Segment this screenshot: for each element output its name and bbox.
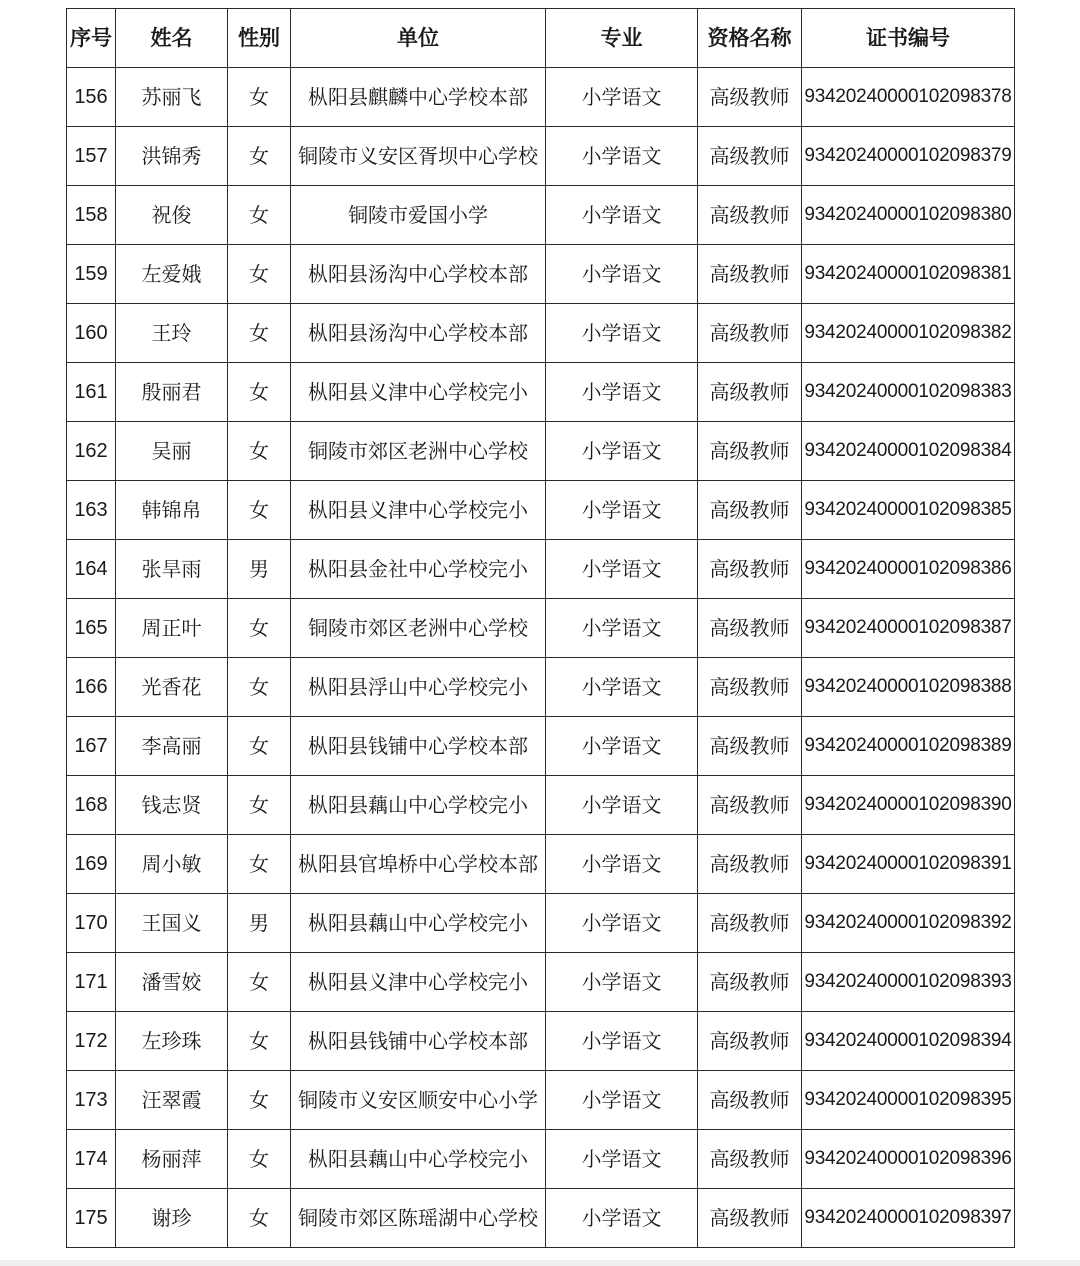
cell-gender: 女 (228, 127, 291, 186)
cell-qualification: 高级教师 (698, 658, 802, 717)
cell-major: 小学语文 (546, 304, 698, 363)
cell-unit: 铜陵市爱国小学 (291, 186, 546, 245)
cell-seq: 175 (67, 1189, 116, 1248)
cell-unit: 枞阳县藕山中心学校完小 (291, 776, 546, 835)
table-row (67, 304, 1015, 363)
cell-qualification: 高级教师 (698, 481, 802, 540)
cell-major: 小学语文 (546, 540, 698, 599)
cell-seq: 160 (67, 304, 116, 363)
cell-qualification: 高级教师 (698, 422, 802, 481)
cell-seq: 169 (67, 835, 116, 894)
cell-cert-number: 93420240000102098387 (802, 599, 1015, 658)
cell-cert-number: 93420240000102098380 (802, 186, 1015, 245)
cell-name: 光香花 (116, 658, 228, 717)
table-row (67, 599, 1015, 658)
cell-name: 谢珍 (116, 1189, 228, 1248)
table-row (67, 717, 1015, 776)
table-row (67, 127, 1015, 186)
cell-cert-number: 93420240000102098386 (802, 540, 1015, 599)
cell-cert-number: 93420240000102098381 (802, 245, 1015, 304)
table-row (67, 68, 1015, 127)
cell-major: 小学语文 (546, 1189, 698, 1248)
cell-name: 王国义 (116, 894, 228, 953)
cell-name: 钱志贤 (116, 776, 228, 835)
cell-gender: 男 (228, 894, 291, 953)
cell-unit: 铜陵市郊区老洲中心学校 (291, 599, 546, 658)
cell-name: 左爱娥 (116, 245, 228, 304)
cell-cert-number: 93420240000102098395 (802, 1071, 1015, 1130)
cell-qualification: 高级教师 (698, 1071, 802, 1130)
cell-seq: 156 (67, 68, 116, 127)
cell-major: 小学语文 (546, 835, 698, 894)
header-major: 专业 (546, 9, 698, 68)
cell-name: 张旱雨 (116, 540, 228, 599)
cell-qualification: 高级教师 (698, 68, 802, 127)
cell-major: 小学语文 (546, 1130, 698, 1189)
table-row (67, 245, 1015, 304)
cell-name: 周小敏 (116, 835, 228, 894)
cell-seq: 161 (67, 363, 116, 422)
page-bottom-edge (0, 1260, 1080, 1266)
cell-cert-number: 93420240000102098394 (802, 1012, 1015, 1071)
cell-gender: 女 (228, 1130, 291, 1189)
cell-cert-number: 93420240000102098388 (802, 658, 1015, 717)
cell-unit: 枞阳县汤沟中心学校本部 (291, 245, 546, 304)
table-row (67, 1012, 1015, 1071)
table-row (67, 540, 1015, 599)
cell-name: 吴丽 (116, 422, 228, 481)
cell-qualification: 高级教师 (698, 717, 802, 776)
cell-major: 小学语文 (546, 658, 698, 717)
cell-cert-number: 93420240000102098382 (802, 304, 1015, 363)
cell-gender: 女 (228, 835, 291, 894)
cell-gender: 女 (228, 1012, 291, 1071)
cell-qualification: 高级教师 (698, 540, 802, 599)
cell-gender: 女 (228, 422, 291, 481)
cell-gender: 女 (228, 481, 291, 540)
cell-unit: 枞阳县藕山中心学校完小 (291, 894, 546, 953)
cell-qualification: 高级教师 (698, 245, 802, 304)
cell-major: 小学语文 (546, 363, 698, 422)
cell-seq: 162 (67, 422, 116, 481)
cell-gender: 女 (228, 776, 291, 835)
cell-major: 小学语文 (546, 599, 698, 658)
table-row (67, 835, 1015, 894)
cell-seq: 167 (67, 717, 116, 776)
cell-major: 小学语文 (546, 1012, 698, 1071)
table-body (67, 68, 1015, 1248)
cell-seq: 171 (67, 953, 116, 1012)
cell-unit: 枞阳县麒麟中心学校本部 (291, 68, 546, 127)
table-row (67, 658, 1015, 717)
cell-gender: 女 (228, 304, 291, 363)
header-seq: 序号 (67, 9, 116, 68)
cell-unit: 枞阳县金社中心学校完小 (291, 540, 546, 599)
cell-qualification: 高级教师 (698, 363, 802, 422)
cell-seq: 172 (67, 1012, 116, 1071)
cell-unit: 枞阳县汤沟中心学校本部 (291, 304, 546, 363)
cell-cert-number: 93420240000102098391 (802, 835, 1015, 894)
cell-cert-number: 93420240000102098389 (802, 717, 1015, 776)
cell-qualification: 高级教师 (698, 953, 802, 1012)
table-row (67, 953, 1015, 1012)
cell-qualification: 高级教师 (698, 776, 802, 835)
cell-qualification: 高级教师 (698, 1012, 802, 1071)
cell-seq: 170 (67, 894, 116, 953)
header-name: 姓名 (116, 9, 228, 68)
cell-name: 韩锦帛 (116, 481, 228, 540)
cell-unit: 枞阳县浮山中心学校完小 (291, 658, 546, 717)
cell-seq: 164 (67, 540, 116, 599)
cell-unit: 枞阳县义津中心学校完小 (291, 953, 546, 1012)
table-row (67, 1071, 1015, 1130)
cell-qualification: 高级教师 (698, 127, 802, 186)
cell-cert-number: 93420240000102098390 (802, 776, 1015, 835)
table-row (67, 776, 1015, 835)
cell-unit: 铜陵市义安区胥坝中心学校 (291, 127, 546, 186)
cell-cert-number: 93420240000102098396 (802, 1130, 1015, 1189)
cell-seq: 168 (67, 776, 116, 835)
cell-unit: 枞阳县官埠桥中心学校本部 (291, 835, 546, 894)
cell-cert-number: 93420240000102098385 (802, 481, 1015, 540)
table-header-row (67, 9, 1015, 68)
header-qualification: 资格名称 (698, 9, 802, 68)
cell-seq: 173 (67, 1071, 116, 1130)
cell-unit: 枞阳县义津中心学校完小 (291, 363, 546, 422)
table-row (67, 1189, 1015, 1248)
cell-seq: 166 (67, 658, 116, 717)
cell-name: 王玲 (116, 304, 228, 363)
table-row (67, 481, 1015, 540)
cell-seq: 174 (67, 1130, 116, 1189)
table-row (67, 1130, 1015, 1189)
cell-unit: 枞阳县钱铺中心学校本部 (291, 717, 546, 776)
cell-major: 小学语文 (546, 1071, 698, 1130)
cell-major: 小学语文 (546, 953, 698, 1012)
cell-gender: 女 (228, 68, 291, 127)
cell-gender: 女 (228, 953, 291, 1012)
table-row (67, 186, 1015, 245)
cell-gender: 女 (228, 245, 291, 304)
cell-qualification: 高级教师 (698, 1189, 802, 1248)
cell-major: 小学语文 (546, 186, 698, 245)
cell-seq: 163 (67, 481, 116, 540)
cell-qualification: 高级教师 (698, 599, 802, 658)
cell-name: 李高丽 (116, 717, 228, 776)
cell-name: 杨丽萍 (116, 1130, 228, 1189)
cell-cert-number: 93420240000102098384 (802, 422, 1015, 481)
certificate-roster-table (66, 8, 1015, 1248)
cell-gender: 女 (228, 363, 291, 422)
cell-seq: 159 (67, 245, 116, 304)
cell-cert-number: 93420240000102098397 (802, 1189, 1015, 1248)
cell-name: 潘雪姣 (116, 953, 228, 1012)
cell-gender: 女 (228, 1071, 291, 1130)
cell-gender: 女 (228, 186, 291, 245)
table-row (67, 363, 1015, 422)
cell-cert-number: 93420240000102098379 (802, 127, 1015, 186)
cell-major: 小学语文 (546, 717, 698, 776)
cell-name: 汪翠霞 (116, 1071, 228, 1130)
cell-gender: 女 (228, 1189, 291, 1248)
table-row (67, 894, 1015, 953)
header-unit: 单位 (291, 9, 546, 68)
cell-cert-number: 93420240000102098393 (802, 953, 1015, 1012)
cell-gender: 女 (228, 599, 291, 658)
cell-gender: 女 (228, 717, 291, 776)
cell-major: 小学语文 (546, 127, 698, 186)
table-row (67, 422, 1015, 481)
cell-unit: 枞阳县藕山中心学校完小 (291, 1130, 546, 1189)
header-cert-number: 证书编号 (802, 9, 1015, 68)
cell-major: 小学语文 (546, 776, 698, 835)
cell-qualification: 高级教师 (698, 894, 802, 953)
cell-qualification: 高级教师 (698, 304, 802, 363)
cell-seq: 157 (67, 127, 116, 186)
header-gender: 性别 (228, 9, 291, 68)
cell-major: 小学语文 (546, 894, 698, 953)
cell-qualification: 高级教师 (698, 1130, 802, 1189)
cell-name: 周正叶 (116, 599, 228, 658)
cell-gender: 女 (228, 658, 291, 717)
cell-qualification: 高级教师 (698, 835, 802, 894)
cell-name: 祝俊 (116, 186, 228, 245)
cell-name: 左珍珠 (116, 1012, 228, 1071)
cell-major: 小学语文 (546, 245, 698, 304)
cell-name: 苏丽飞 (116, 68, 228, 127)
cell-seq: 165 (67, 599, 116, 658)
cell-cert-number: 93420240000102098378 (802, 68, 1015, 127)
cell-unit: 铜陵市郊区老洲中心学校 (291, 422, 546, 481)
cell-seq: 158 (67, 186, 116, 245)
cell-major: 小学语文 (546, 68, 698, 127)
cell-cert-number: 93420240000102098383 (802, 363, 1015, 422)
cell-gender: 男 (228, 540, 291, 599)
cell-name: 殷丽君 (116, 363, 228, 422)
cell-unit: 枞阳县钱铺中心学校本部 (291, 1012, 546, 1071)
cell-unit: 枞阳县义津中心学校完小 (291, 481, 546, 540)
cell-major: 小学语文 (546, 422, 698, 481)
cell-cert-number: 93420240000102098392 (802, 894, 1015, 953)
cell-name: 洪锦秀 (116, 127, 228, 186)
cell-unit: 铜陵市义安区顺安中心小学 (291, 1071, 546, 1130)
cell-qualification: 高级教师 (698, 186, 802, 245)
cell-major: 小学语文 (546, 481, 698, 540)
cell-unit: 铜陵市郊区陈瑶湖中心学校 (291, 1189, 546, 1248)
